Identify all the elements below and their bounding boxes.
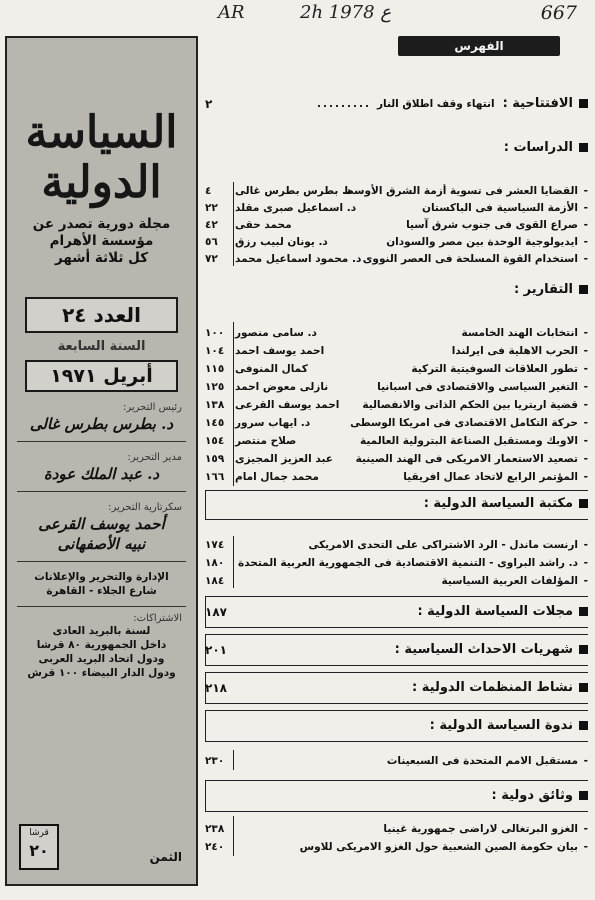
- section-symposium: [205, 718, 588, 733]
- page-number: ١٠٠: [205, 327, 225, 339]
- list-item: [205, 252, 588, 266]
- item-author: د. سامى منصور: [235, 327, 317, 339]
- tagline-line: مؤسسة الأهرام: [49, 233, 154, 249]
- page-number: ١٤٥: [205, 417, 225, 429]
- dash-marker: -: [583, 557, 588, 569]
- square-bullet-icon: [579, 285, 588, 294]
- section-reports: [205, 282, 588, 297]
- dash-marker: -: [583, 539, 588, 551]
- dash-marker: -: [583, 363, 588, 375]
- list-item: [205, 184, 588, 198]
- section-title: مكتبة السياسة الدولية :: [423, 496, 573, 511]
- section-journals: [205, 604, 588, 619]
- item-title: تصعيد الاستعمار الامريكى فى الهند الصينية: [355, 453, 578, 465]
- item-title: ايديولوجية الوحدة بين مصر والسودان: [386, 236, 578, 248]
- item-title: المؤلفات العربية السياسية: [441, 575, 578, 587]
- item-title: صراع القوى فى جنوب شرق آسيا: [406, 219, 578, 231]
- masthead-title-line2: الدولية: [41, 157, 162, 208]
- item-title: انتخابات الهند الخامسة: [461, 327, 578, 339]
- issue-year: السنة السابعة: [57, 339, 146, 354]
- tagline-line: مجلة دورية تصدر عن: [32, 216, 171, 232]
- list-item: [205, 840, 588, 854]
- list-item: [205, 398, 588, 412]
- section-title: التقارير :: [513, 282, 573, 297]
- item-title: الغزو البرتغالى لاراضى جمهورية غينيا: [383, 823, 578, 835]
- dash-marker: -: [583, 253, 588, 265]
- dash-marker: -: [583, 453, 588, 465]
- issue-date-box: أبريل ١٩٧١: [25, 360, 178, 392]
- price-unit: قرشا: [29, 828, 49, 838]
- section-documents: [205, 788, 588, 803]
- item-author: عبد العزيز المجيزى: [235, 453, 333, 465]
- list-item: [205, 822, 588, 836]
- price-value: ٢٠: [29, 841, 49, 860]
- item-title: تطور العلاقات السوفيتية التركية: [411, 363, 578, 375]
- divider: [17, 491, 186, 492]
- square-bullet-icon: [579, 143, 588, 152]
- page-number: ٢١٨: [205, 680, 227, 695]
- item-title: القضايا العشر فى تسوية أزمة الشرق الأوسط: [342, 185, 578, 197]
- handwritten-date-note: 2h ع 1978: [300, 2, 392, 23]
- square-bullet-icon: [579, 791, 588, 800]
- page-number: ١٥٤: [205, 435, 225, 447]
- secretary-name: نبيه الأصفهانى: [57, 535, 146, 553]
- square-bullet-icon: [579, 99, 588, 108]
- leader-dots: .........: [317, 97, 371, 110]
- page-number: ١٢٥: [205, 381, 225, 393]
- list-item: [205, 470, 588, 484]
- section-title: الافتتاحية :: [502, 96, 573, 111]
- page-number: ٢٠١: [205, 642, 227, 657]
- page-number: ٤: [205, 185, 212, 197]
- page-number: ٢٤٠: [205, 841, 225, 853]
- dash-marker: -: [583, 345, 588, 357]
- item-author: د. اسماعيل صبرى مقلد: [235, 202, 357, 214]
- admin-line: الإدارة والتحرير والإعلانات: [34, 571, 169, 583]
- item-title: التغير السياسى والاقتصادى فى اسبانيا: [377, 381, 578, 393]
- issue-number-box: العدد ٢٤: [25, 297, 178, 333]
- page-number: ١٣٨: [205, 399, 225, 411]
- item-author: محمد حقى: [235, 219, 292, 231]
- managing-editor-label: مدير التحرير:: [127, 452, 182, 463]
- list-item: [205, 538, 588, 552]
- section-studies: [205, 140, 588, 155]
- contents-header-bar: الفهرس: [398, 36, 560, 56]
- item-title: مستقبل الامم المتحدة فى السبعينات: [386, 755, 578, 767]
- admin-line: شارع الجلاء - القاهرة: [46, 585, 157, 597]
- page-number: ٢: [205, 96, 213, 111]
- item-author: صلاح منتصر: [235, 435, 297, 447]
- secretary-name: أحمد يوسف القرعى: [38, 515, 165, 533]
- page-number: ١٨٤: [205, 575, 225, 587]
- section-title: نشاط المنظمات الدولية :: [412, 680, 573, 695]
- page-number: ٢٢: [205, 202, 218, 214]
- item-author: كمال المنوفى: [235, 363, 308, 375]
- dash-marker: -: [583, 219, 588, 231]
- item-title: الأزمة السياسية فى الباكستان: [422, 202, 578, 214]
- page-number: ٤٢: [205, 219, 218, 231]
- section-library: [205, 496, 588, 511]
- section-subtitle: انتهاء وقف اطلاق النار: [376, 97, 495, 110]
- item-author: محمد جمال امام: [235, 471, 319, 483]
- list-item: [205, 434, 588, 448]
- masthead-banner: [5, 36, 198, 886]
- dash-marker: -: [583, 381, 588, 393]
- item-title: د. راشد البراوى - التنمية الاقتصادية فى الجمهورية العربية المتحدة: [238, 557, 578, 569]
- page-number: ٢٣٨: [205, 823, 225, 835]
- chief-editor-label: رئيس التحرير:: [122, 402, 182, 413]
- item-author: د. يونان لبيب رزق: [235, 236, 328, 248]
- dash-marker: -: [583, 417, 588, 429]
- list-item: [205, 556, 588, 570]
- item-title: ارنست ماندل - الرد الاشتراكى على التحدى الامريكى: [308, 539, 578, 551]
- page-number: ١٨٠: [205, 557, 225, 569]
- dash-marker: -: [583, 185, 588, 197]
- subscription-line: ودول الدار البيضاء ١٠٠ قرش: [27, 667, 176, 679]
- tagline-line: كل ثلاثة أشهر: [54, 250, 149, 266]
- list-item: [205, 362, 588, 376]
- item-title: حركة التكامل الاقتصادى فى امريكا الوسطى: [350, 417, 578, 429]
- chief-editor-name: د. بطرس بطرس غالى: [29, 415, 174, 433]
- item-author: د. محمود اسماعيل محمد: [235, 253, 362, 265]
- section-opening: [205, 96, 588, 111]
- section-title: الدراسات :: [503, 140, 573, 155]
- item-title: قضية اريتريا بين الحكم الذاتى والانفصالية: [362, 399, 578, 411]
- list-item: [205, 416, 588, 430]
- dash-marker: -: [583, 575, 588, 587]
- list-item: [205, 201, 588, 215]
- dash-marker: -: [583, 202, 588, 214]
- handwritten-initials: AR: [218, 2, 245, 23]
- masthead-title-line1: السياسة: [25, 107, 178, 158]
- dash-marker: -: [583, 435, 588, 447]
- section-title: مجلات السياسة الدولية :: [417, 604, 573, 619]
- page-number: ٢٣٠: [205, 755, 225, 767]
- page-number: ١٦٦: [205, 471, 225, 483]
- section-title: شهريات الاحداث السياسية :: [394, 642, 573, 657]
- divider: [17, 561, 186, 562]
- list-item: [205, 452, 588, 466]
- subscription-line: لسنة بالبريد العادى: [52, 625, 151, 637]
- item-title: الاوبك ومستقبل الصناعة البترولية العالمية: [360, 435, 578, 447]
- item-author: د. ايهاب سرور: [235, 417, 311, 429]
- section-title: ندوة السياسة الدولية :: [429, 718, 573, 733]
- item-author: نازلى معوض احمد: [235, 381, 329, 393]
- page-number: ٥٦: [205, 236, 218, 248]
- item-author: د. بطرس بطرس غالى: [235, 185, 352, 197]
- page-number: ١٨٧: [205, 604, 227, 619]
- secretaries-label: سكرتارية التحرير:: [108, 502, 182, 513]
- price-label: الثمن: [149, 850, 182, 864]
- item-title: بيان حكومة الصين الشعبية حول الغزو الامريكى للاوس: [299, 841, 578, 853]
- section-title: وثائق دولية :: [491, 788, 573, 803]
- square-bullet-icon: [579, 683, 588, 692]
- item-author: احمد يوسف احمد: [235, 345, 325, 357]
- square-bullet-icon: [579, 607, 588, 616]
- page-number: ١١٥: [205, 363, 225, 375]
- item-title: المؤتمر الرابع لاتحاد عمال افريقيا: [403, 471, 578, 483]
- square-bullet-icon: [579, 645, 588, 654]
- masthead-tagline: [7, 216, 196, 267]
- list-item: [205, 326, 588, 340]
- price-area: [7, 824, 196, 874]
- subscription-line: ودول اتحاد البريد العربى: [38, 653, 165, 665]
- divider: [17, 441, 186, 442]
- page-number: ١٧٤: [205, 539, 225, 551]
- dash-marker: -: [583, 823, 588, 835]
- item-author: احمد يوسف القرعى: [235, 399, 340, 411]
- list-item: [205, 380, 588, 394]
- square-bullet-icon: [579, 499, 588, 508]
- list-item: [205, 574, 588, 588]
- dash-marker: -: [583, 755, 588, 767]
- page-number: ٧٢: [205, 253, 218, 265]
- dash-marker: -: [583, 471, 588, 483]
- dash-marker: -: [583, 399, 588, 411]
- divider: [17, 606, 186, 607]
- item-title: الحرب الاهلية فى ايرلندا: [451, 345, 578, 357]
- list-item: [205, 235, 588, 249]
- section-organizations: [205, 680, 588, 695]
- item-title: استخدام القوة المسلحة فى العصر النووى: [362, 253, 578, 265]
- price-box: [19, 824, 59, 870]
- dash-marker: -: [583, 236, 588, 248]
- dash-marker: -: [583, 841, 588, 853]
- page-number: ١٠٤: [205, 345, 225, 357]
- section-monthly-events: [205, 642, 588, 657]
- handwritten-page-number: 667: [540, 2, 577, 24]
- page-number: ١٥٩: [205, 453, 225, 465]
- subscriptions-label: الاشتراكات:: [133, 613, 182, 624]
- dash-marker: -: [583, 327, 588, 339]
- square-bullet-icon: [579, 721, 588, 730]
- managing-editor-name: د. عبد الملك عودة: [43, 465, 160, 483]
- list-item: [205, 754, 588, 768]
- list-item: [205, 344, 588, 358]
- subscription-line: داخل الجمهورية ٨٠ قرشا: [36, 639, 167, 651]
- list-item: [205, 218, 588, 232]
